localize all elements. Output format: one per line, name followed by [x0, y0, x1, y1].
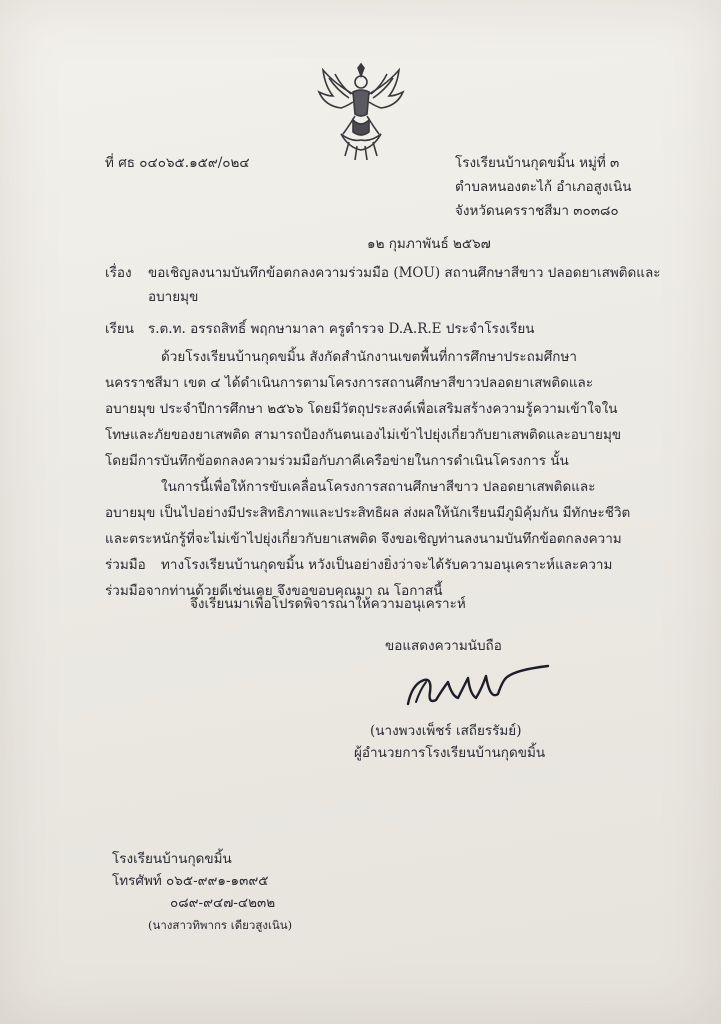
garuda-emblem-icon — [313, 62, 409, 162]
footer-contact-person: (นางสาวทิพากร เดียวสูงเนิน) — [148, 918, 293, 932]
signer-name: (นางพวงเพ็ชร์ เสถียรรัมย์) — [370, 723, 522, 739]
footer-phone-2: ๐๘๙-๙๔๗-๔๒๓๒ — [170, 895, 276, 911]
closing-request: จึงเรียนมาเพื่อโปรดพิจารณาให้ความอนุเคราะห์ — [190, 596, 466, 612]
paragraph-1 — [105, 344, 633, 474]
footer-school: โรงเรียนบ้านกุดขมิ้น — [112, 851, 232, 867]
closing-salutation: ขอแสดงความนับถือ — [385, 638, 502, 654]
paragraph-1-text: ด้วยโรงเรียนบ้านกุดขมิ้น สังกัดสำนักงานเขตพื้นที่การศึกษาประถมศึกษานครราชสีมา เขต ๔ ได้ดำเนินการตามโครงการสถานศึกษาสีขาวปลอดยาเสพติดและอบายมุข ประจำปีการศึกษา ๒๕๖๖ โดยมีวัตถุประสงค์เพื่อเสริมสร้างความรู้ความเข้าใจในโทษและภัยของยาเสพติด สามารถป้องกันตนเองไม่เข้าไปยุ่งเกี่ยวกับยาเสพติดและอบายมุข โดยมีการบันทึกข้อตกลงความร่วมมือกับภาคีเครือข่ายในการดำเนินโครงการ นั้น — [105, 349, 622, 469]
subject-line-1: ขอเชิญลงนามบันทึกข้อตกลงความร่วมมือ (MOU) สถานศึกษาสีขาว ปลอดยาเสพติดและ — [148, 265, 661, 281]
subject-label: เรื่อง — [105, 265, 132, 281]
subject-line-2: อบายมุข — [148, 289, 199, 305]
paragraph-3-text: ทางโรงเรียนบ้านกุดขมิ้น หวังเป็นอย่างยิ่งว่าจะได้รับความอนุเคราะห์และความร่วมมือจากท่านด้วยดีเช่นเคย จึงขอขอบคุณมา ณ โอกาสนี้ — [105, 557, 613, 599]
addressee-text: ร.ต.ท. อรรถสิทธิ์ พฤกษามาลา ครูตำรวจ D.A.R.E ประจำโรงเรียน — [148, 321, 535, 337]
signer-position: ผู้อำนวยการโรงเรียนบ้านกุดขมิ้น — [354, 745, 546, 761]
sender-address-line-3: จังหวัดนครราชสีมา ๓๐๓๘๐ — [455, 203, 619, 219]
footer-phone-1: โทรศัพท์ ๐๖๕-๙๙๑-๑๓๙๕ — [112, 873, 269, 889]
letter-date: ๑๒ กุมภาพันธ์ ๒๕๖๗ — [367, 236, 491, 252]
sender-address-line-2: ตำบลหนองตะไก้ อำเภอสูงเนิน — [455, 179, 632, 195]
reference-number: ที่ ศธ ๐๔๐๖๕.๑๕๙/๐๒๔ — [105, 155, 250, 171]
addressee-label: เรียน — [105, 321, 135, 337]
paragraph-2-text: ในการนี้เพื่อให้การขับเคลื่อนโครงการสถานศึกษาสีขาว ปลอดยาเสพติดและอบายมุข เป็นไปอย่างมีประสิทธิภาพและประสิทธิผล ส่งผลให้นักเรียนมีภูมิคุ้มกัน มีทักษะชีวิตและตระหนักรู้ที่จะไม่เข้าไปยุ่งเกี่ยวกับยาเสพติด จึงขอเชิญท่านลงนามบันทึกข้อตกลงความร่วมมือ — [105, 479, 631, 573]
handwritten-signature-icon — [402, 660, 552, 716]
sender-address-line-1: โรงเรียนบ้านกุดขมิ้น หมู่ที่ ๓ — [455, 155, 620, 171]
